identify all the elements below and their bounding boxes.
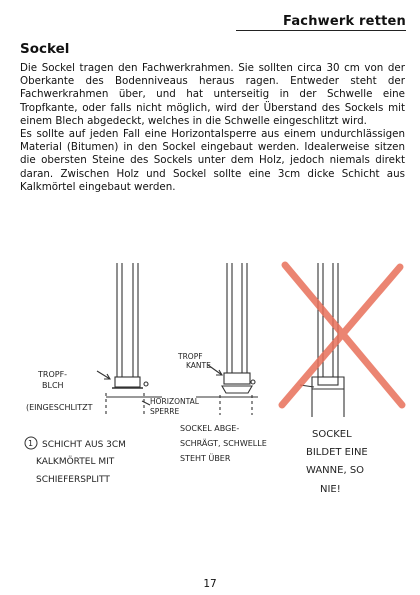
note-1-line-2: KALKMÖRTEL MIT: [36, 457, 115, 467]
body-text: [20, 62, 405, 194]
note-3-line-2: BILDET EINE: [306, 447, 368, 458]
note-3-line-4: NIE!: [320, 484, 341, 495]
label-tropfkante-2: KANTE: [186, 361, 211, 370]
label-horizontal-2: SPERRE: [150, 407, 180, 416]
label-tropfblech-3: (EINGESCHLITZT: [26, 403, 93, 412]
note-3-line-1: SOCKEL: [312, 429, 352, 440]
paragraph-2: Es sollte auf jeden Fall eine Horizontalsperre aus einem undurchlässigen Material (Bitumen) in den Sockel eingebaut werden. Idealerweise sitzen die obersten Steine des Sockels unter dem Holz, jedoch niemals direkt daran. Zwischen Holz und Sockel sollte eine 3cm dicke Schicht aus Kalkmörtel eingebaut werden.: [20, 128, 405, 193]
note-3-line-3: WANNE, SO: [306, 465, 365, 476]
sketch-drawing: [0, 255, 420, 520]
section-title: Sockel: [20, 41, 70, 57]
note-2-line-1: SOCKEL ABGE-: [180, 424, 240, 433]
label-tropfblech-1: TROPF-: [38, 370, 68, 379]
red-cross-mark: [282, 265, 402, 405]
detail-2-post: [196, 263, 258, 415]
note-1-line-1: SCHICHT AUS 3CM: [42, 440, 126, 450]
header-title: Fachwerk retten: [283, 14, 406, 29]
note-2-line-3: STEHT ÜBER: [180, 454, 231, 463]
note-2-line-2: SCHRÄGT, SCHWELLE: [180, 439, 267, 448]
note-1-line-3: SCHIEFERSPLITT: [36, 475, 110, 485]
label-tropfblech-2: BLCH: [42, 381, 64, 390]
label-horizontal-1: HORIZONTAL: [150, 397, 199, 406]
note-1-marker: 1: [28, 439, 34, 448]
label-tropfkante-1: TROPF: [178, 352, 203, 361]
header-rule: [236, 30, 406, 31]
sketch-figure: [0, 255, 420, 520]
running-header: [283, 10, 406, 29]
page-number: 17: [203, 578, 217, 590]
detail-1-post: [97, 263, 162, 415]
paragraph-1: Die Sockel tragen den Fachwerkrahmen. Sie sollten circa 30 cm von der Oberkante des Bodenniveaus heraus ragen. Entweder steht der Fachwerkrahmen über, und hat unterseitig in der Schwelle eine Tropfkante, oder falls nicht möglich, wird der Überstand des Sockels mit einem Blech abgedeckt, welches in die Schwelle eingeschlitzt wird.: [20, 62, 405, 127]
